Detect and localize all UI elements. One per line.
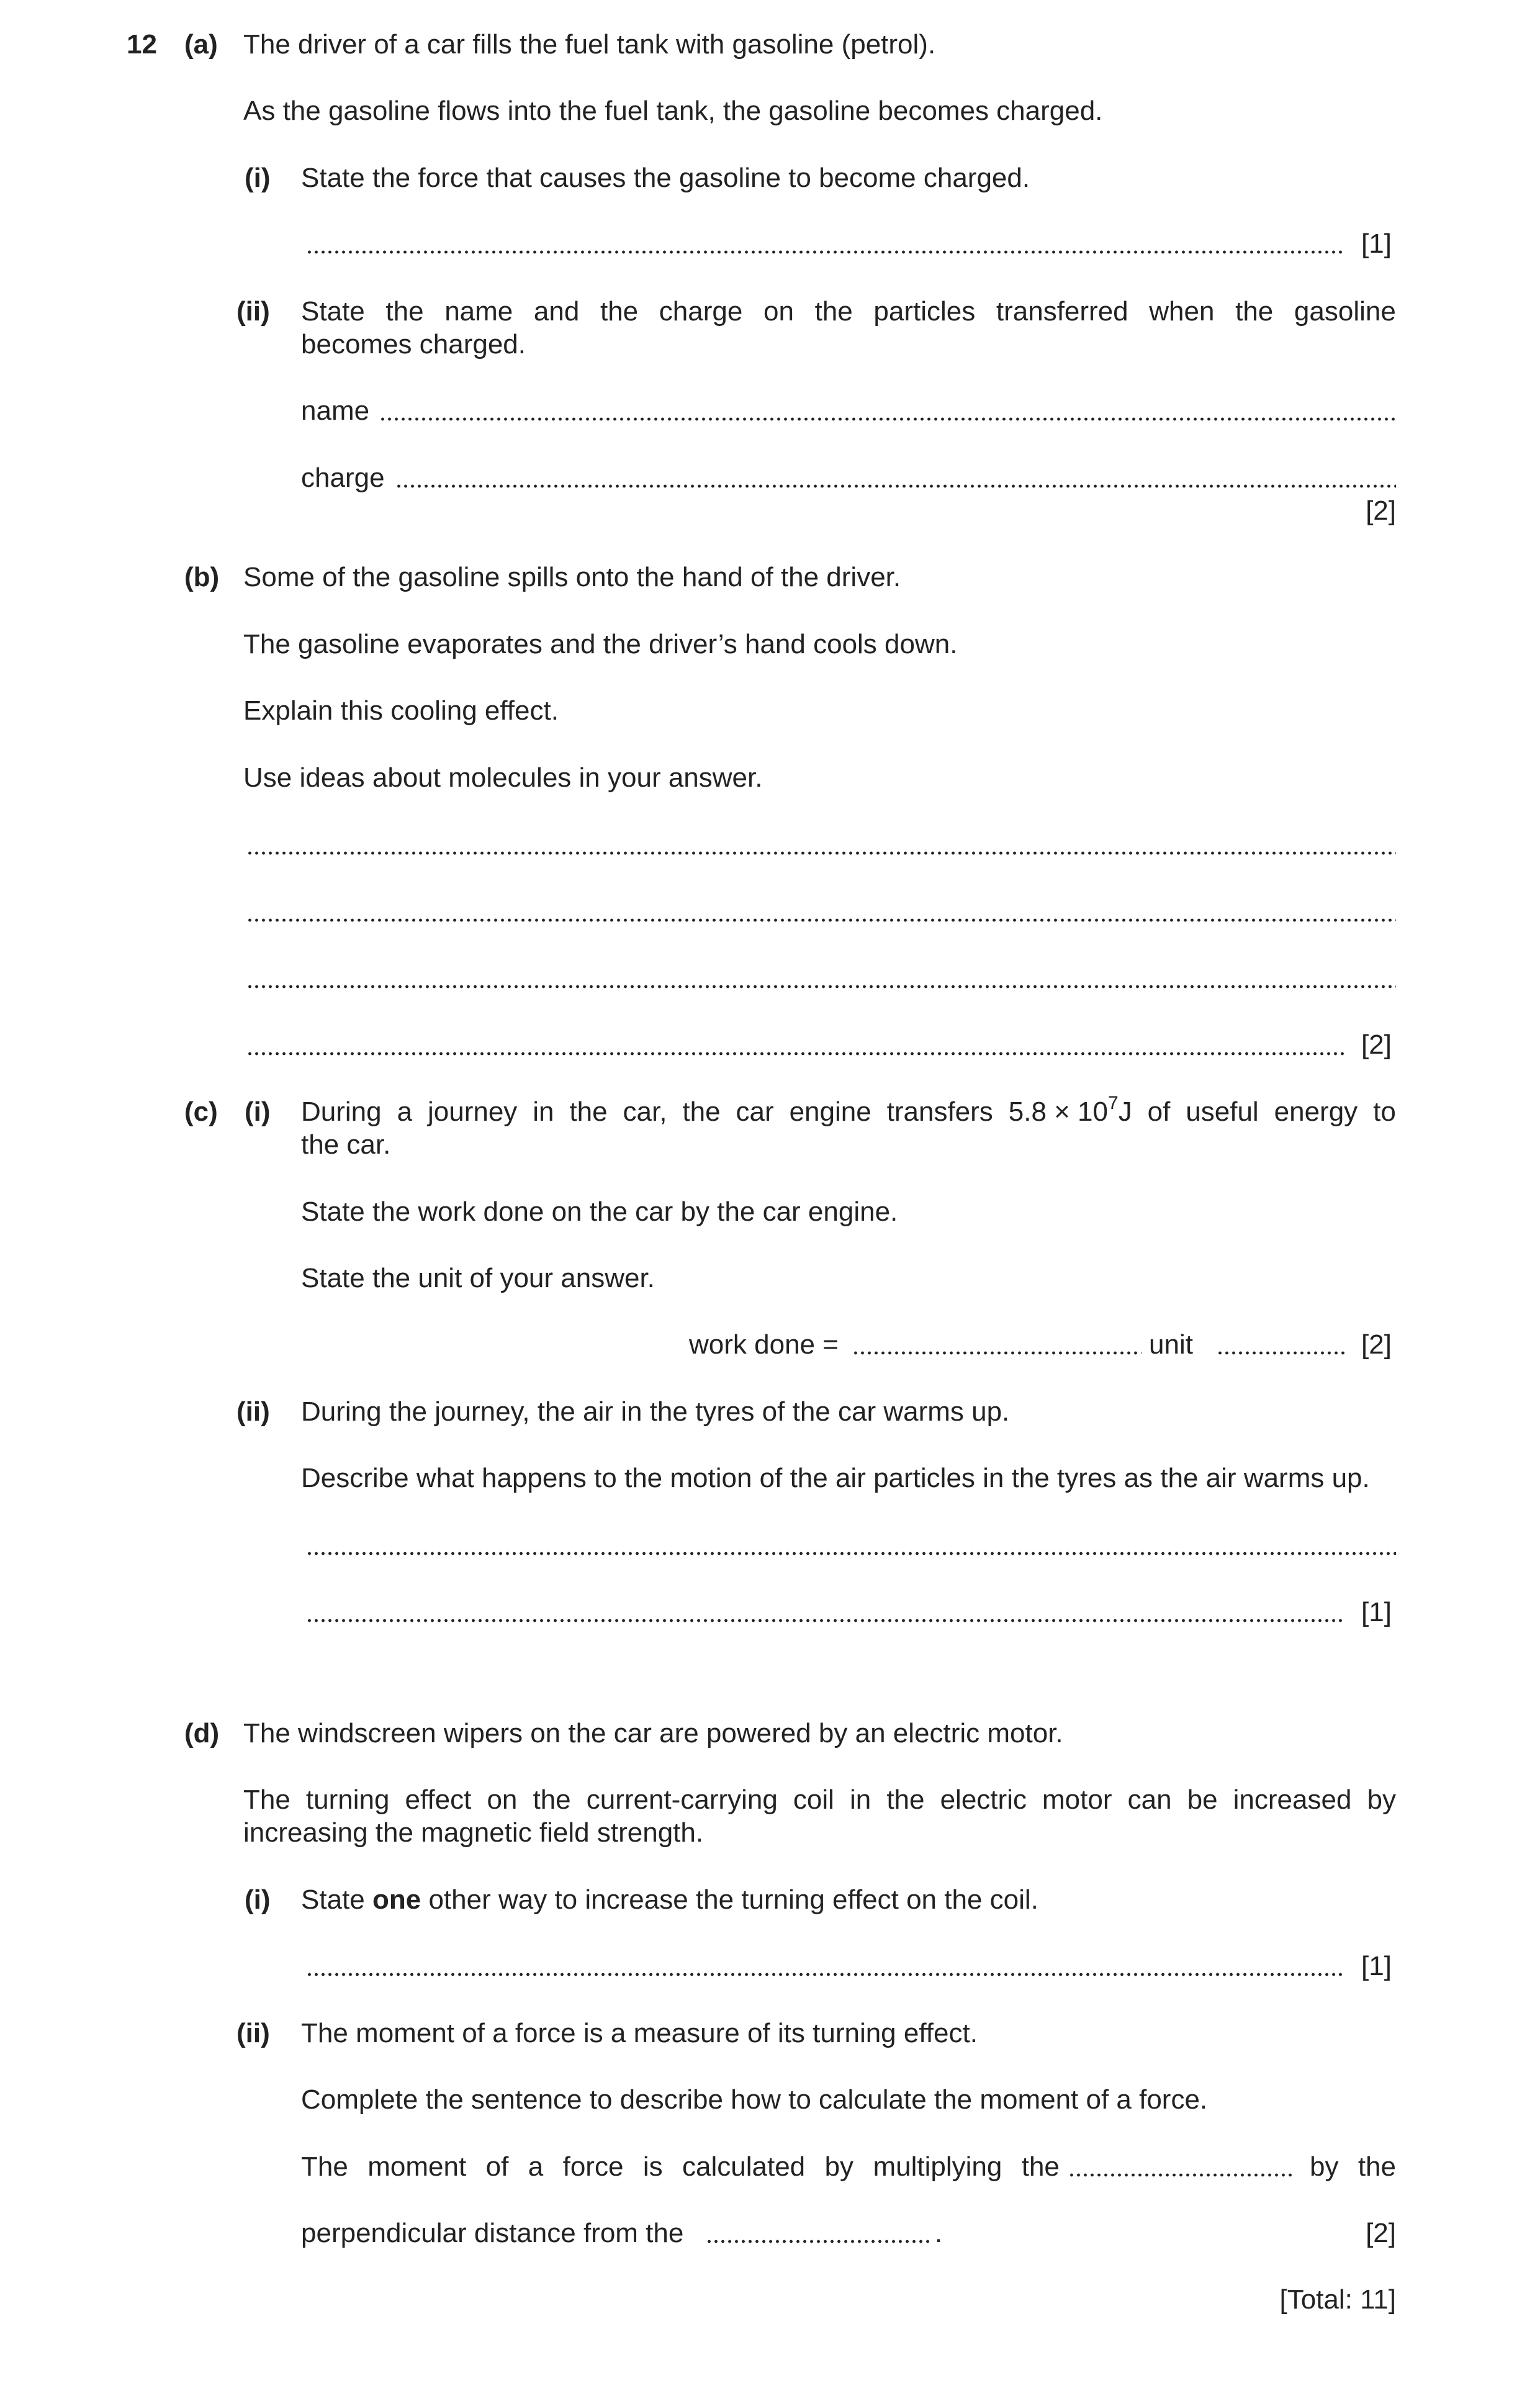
part-d-i-text: State one other way to increase the turning effect on the coil. — [301, 1884, 1038, 1915]
part-c-label: (c) — [184, 1097, 218, 1127]
answer-blank-1[interactable] — [1068, 2173, 1295, 2178]
part-a-ii-line-2: becomes charged. — [301, 329, 526, 360]
answer-line-b-3[interactable] — [246, 984, 1396, 989]
answer-line-d-i[interactable] — [306, 1972, 1345, 1977]
part-d-ii-stem-2: Complete the sentence to describe how to calculate the moment of a force. — [301, 2084, 1208, 2115]
part-b-stem-1: Some of the gasoline spills onto the hand of the driver. — [243, 562, 901, 592]
part-b-label: (b) — [184, 562, 220, 592]
part-a-stem-1: The driver of a car fills the fuel tank with gasoline (petrol). — [243, 29, 936, 60]
total-marks: [Total: 11] — [1279, 2284, 1396, 2315]
answer-line-work-done[interactable] — [852, 1350, 1141, 1355]
by-the: by the — [1310, 2151, 1396, 2182]
answer-line-charge[interactable] — [395, 484, 1396, 489]
part-c-i-stem-2: State the work done on the car by the car engine. — [301, 1196, 898, 1227]
answer-line-a-i[interactable] — [306, 250, 1345, 255]
answer-line-name[interactable] — [379, 417, 1396, 422]
answer-line-b-4[interactable] — [246, 1051, 1345, 1056]
part-d-stem-2-line-2: increasing the magnetic field strength. — [243, 1817, 704, 1848]
part-d-ii-sentence-line-1: The moment of a force is calculated by multiplying the — [301, 2151, 1060, 2182]
energy-value: $5.8 \times 10^7J$ — [1008, 1093, 1132, 1127]
unit-label: unit — [1149, 1329, 1193, 1360]
marks-d-ii: [2] — [1366, 2218, 1396, 2248]
name-label: name — [301, 396, 370, 426]
part-a-i-label: (i) — [245, 163, 271, 193]
part-b-stem-4: Use ideas about molecules in your answer. — [243, 762, 763, 793]
answer-line-c-ii-1[interactable] — [306, 1551, 1396, 1556]
part-a-label: (a) — [184, 29, 218, 60]
part-c-i-label: (i) — [245, 1097, 271, 1127]
part-d-ii-label: (ii) — [236, 2018, 270, 2048]
marks-a-ii: [2] — [1366, 495, 1396, 526]
marks-c-i: [2] — [1361, 1329, 1392, 1360]
answer-blank-2[interactable] — [706, 2239, 933, 2244]
part-c-i-line-1: During a journey in the car, the car engine transfers $5.8 \times 10^7J$ of useful energy to — [301, 1093, 1396, 1127]
marks-d-i: [1] — [1361, 1951, 1392, 1981]
part-d-stem-2-line-1: The turning effect on the current-carrying coil in the electric motor can be increased by — [243, 1784, 1396, 1815]
part-a-ii-line-1: State the name and the charge on the particles transferred when the gasoline — [301, 296, 1396, 327]
sentence-period: . — [935, 2218, 943, 2248]
part-b-stem-3: Explain this cooling effect. — [243, 695, 559, 726]
part-d-label: (d) — [184, 1718, 220, 1748]
answer-line-unit[interactable] — [1217, 1350, 1347, 1355]
answer-line-b-2[interactable] — [246, 918, 1396, 923]
part-a-stem-2: As the gasoline flows into the fuel tank, the gasoline becomes charged. — [243, 96, 1103, 126]
marks-a-i: [1] — [1361, 228, 1392, 259]
marks-c-ii: [1] — [1361, 1597, 1392, 1627]
marks-b: [2] — [1361, 1029, 1392, 1060]
part-d-stem-1: The windscreen wipers on the car are powered by an electric motor. — [243, 1718, 1063, 1748]
part-d-ii-sentence-line-2: perpendicular distance from the — [301, 2218, 684, 2248]
part-b-stem-2: The gasoline evaporates and the driver’s hand cools down. — [243, 629, 958, 659]
answer-line-b-1[interactable] — [246, 851, 1396, 856]
charge-label: charge — [301, 463, 385, 493]
answer-line-c-ii-2[interactable] — [306, 1618, 1345, 1623]
part-c-ii-stem-2: Describe what happens to the motion of the air particles in the tyres as the air warms up. — [301, 1463, 1370, 1493]
work-done-label: work done = — [689, 1329, 839, 1360]
part-c-i-line-2: the car. — [301, 1129, 391, 1160]
part-a-i-text: State the force that causes the gasoline to become charged. — [301, 163, 1030, 193]
part-c-ii-label: (ii) — [236, 1396, 270, 1427]
part-a-ii-label: (ii) — [236, 296, 270, 327]
part-d-ii-text: The moment of a force is a measure of its turning effect. — [301, 2018, 978, 2048]
part-d-i-label: (i) — [245, 1884, 271, 1915]
question-number: 12 — [127, 29, 157, 60]
part-c-i-stem-3: State the unit of your answer. — [301, 1263, 655, 1293]
part-c-ii-text: During the journey, the air in the tyres of the car warms up. — [301, 1396, 1010, 1427]
